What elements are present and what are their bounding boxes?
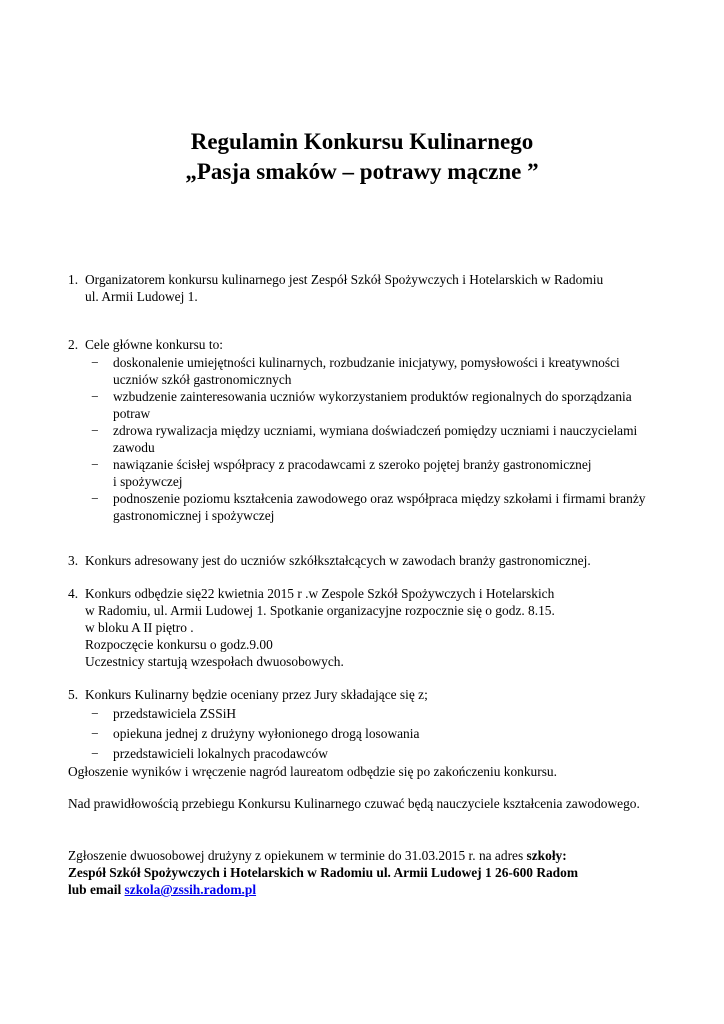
registration-block — [68, 847, 578, 898]
section-number: 5. — [68, 687, 79, 702]
goals-intro: Cele główne konkursu to: — [85, 337, 223, 352]
title-line-2: „Pasja smaków – potrawy mączne ” — [185, 159, 539, 184]
teams-text: Uczestnicy startują wzespołach dwuosobowych. — [85, 654, 344, 669]
dash-bullet: − — [91, 706, 99, 721]
dash-bullet: − — [91, 746, 99, 761]
section-number: 3. — [68, 553, 79, 568]
registration-school-label: szkoły: — [526, 848, 567, 863]
section-3 — [68, 552, 688, 569]
dash-bullet: − — [91, 491, 99, 506]
list-item-line: zawodu — [113, 440, 155, 455]
date-text: Konkurs odbędzie się22 kwietnia 2015 r .w Zespole Szkół Spożywczych i Hotelarskich — [85, 586, 555, 601]
section-1 — [68, 271, 688, 305]
list-item-line: wzbudzenie zainteresowania uczniów wykorzystaniem produktów regionalnych do sporządzania — [113, 389, 632, 404]
list-item — [68, 725, 688, 742]
list-item — [68, 388, 688, 422]
school-address: Zespół Szkół Spożywczych i Hotelarskich w Radomiu ul. Armii Ludowej 1 26-600 Radom — [68, 865, 578, 880]
dash-bullet: − — [91, 457, 99, 472]
title-line-1: Regulamin Konkursu Kulinarnego — [190, 129, 534, 154]
list-item-line: doskonalenie umiejętności kulinarnych, rozbudzanie inicjatywy, pomysłowości i kreatywności — [113, 355, 620, 370]
list-item-line: uczniów szkół gastronomicznych — [113, 372, 292, 387]
jury-intro: Konkurs Kulinarny będzie oceniany przez Jury składające się z; — [85, 687, 428, 702]
list-item — [68, 490, 688, 524]
section-5 — [68, 686, 688, 762]
dash-bullet: − — [91, 389, 99, 404]
location-text: w bloku A II piętro . — [85, 620, 194, 635]
list-item — [68, 705, 688, 722]
list-item — [68, 354, 688, 388]
section-number: 2. — [68, 337, 79, 352]
list-item-line: potraw — [113, 406, 151, 421]
list-item-line: opiekuna jednej z drużyny wyłonionego drogą losowania — [113, 726, 420, 741]
list-item — [68, 456, 688, 490]
organizer-text: Organizatorem konkursu kulinarnego jest Zespół Szkół Spożywczych i Hotelarskich w Radomiu — [85, 272, 604, 287]
supervision-text: Nad prawidłowością przebiegu Konkursu Kulinarnego czuwać będą nauczyciele kształcenia zawodowego. — [68, 796, 640, 811]
meeting-text: w Radomiu, ul. Armii Ludowej 1. Spotkanie organizacyjne rozpocznie się o godz. 8.15. — [85, 603, 555, 618]
list-item-line: podnoszenie poziomu kształcenia zawodowego oraz współpraca między szkołami i firmami branży — [113, 491, 646, 506]
results-text: Ogłoszenie wyników i wręczenie nagród laureatom odbędzie się po zakończeniu konkursu. — [68, 764, 557, 779]
list-item-line: i spożywczej — [113, 474, 183, 489]
section-4 — [68, 585, 688, 670]
dash-bullet: − — [91, 355, 99, 370]
document-title — [0, 127, 724, 187]
list-item-line: przedstawicieli lokalnych pracodawców — [113, 746, 328, 761]
dash-bullet: − — [91, 423, 99, 438]
registration-line-1 — [68, 847, 578, 864]
list-item-line: przedstawiciela ZSSiH — [113, 706, 237, 721]
audience-text: Konkurs adresowany jest do uczniów szkółkształcących w zawodach branży gastronomicznej. — [85, 553, 591, 568]
section-2 — [68, 336, 688, 524]
organizer-address: ul. Armii Ludowej 1. — [85, 289, 198, 304]
list-item-line: gastronomicznej i spożywczej — [113, 508, 275, 523]
dash-bullet: − — [91, 726, 99, 741]
list-item — [68, 745, 688, 762]
list-item-line: zdrowa rywalizacja między uczniami, wymiana doświadczeń pomiędzy uczniami i nauczycielami — [113, 423, 638, 438]
registration-line-2 — [68, 864, 578, 881]
registration-line-3 — [68, 881, 578, 898]
email-label: lub email — [68, 882, 125, 897]
section-number: 4. — [68, 586, 79, 601]
section-number: 1. — [68, 272, 79, 287]
email-link[interactable]: szkola@zssih.radom.pl — [124, 882, 257, 897]
list-item — [68, 422, 688, 456]
start-time-text: Rozpoczęcie konkursu o godz.9.00 — [85, 637, 273, 652]
registration-text: Zgłoszenie dwuosobowej drużyny z opiekunem w terminie do 31.03.2015 r. na adres — [68, 848, 527, 863]
list-item-line: nawiązanie ścisłej współpracy z pracodawcami z szeroko pojętej branży gastronomicznej — [113, 457, 592, 472]
